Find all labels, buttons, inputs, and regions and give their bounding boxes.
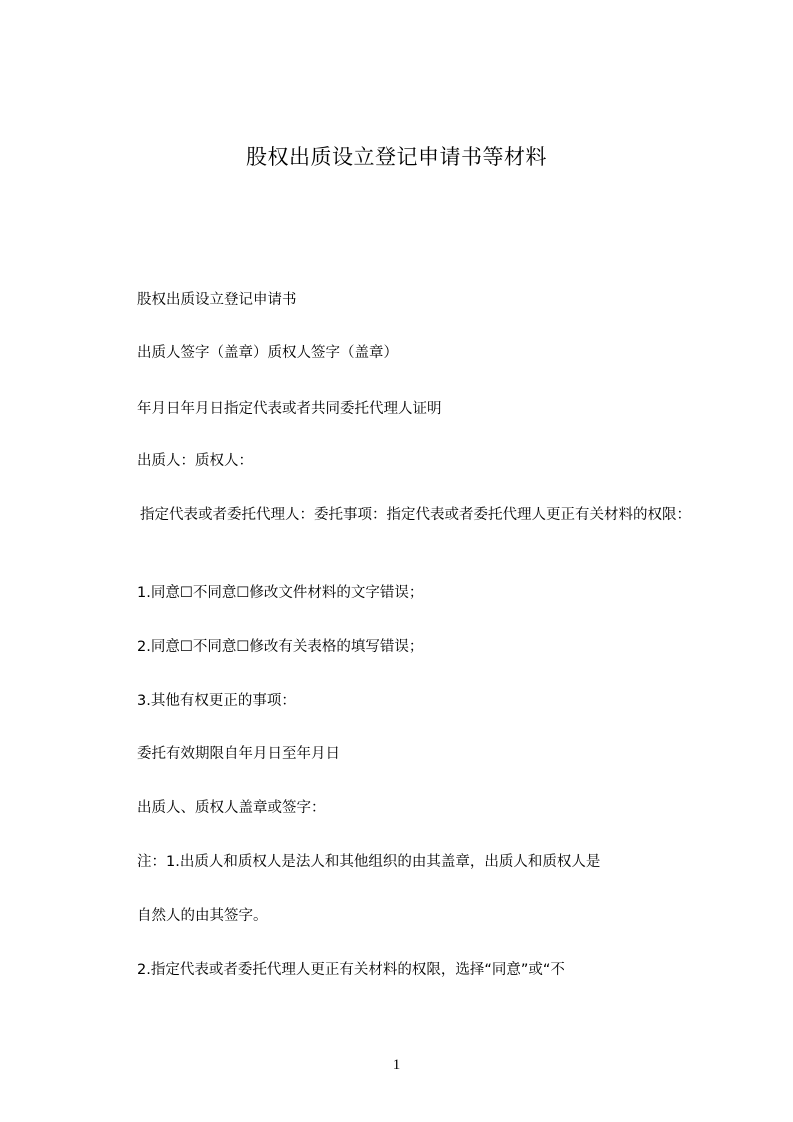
paragraph-seal-or-sign: 出质人、质权人盖章或签字： (137, 800, 326, 816)
paragraph-note-1: 注：1.出质人和质权人是法人和其他组织的由其盖章，出质人和质权人是 (137, 854, 601, 870)
paragraph-validity: 委托有效期限自年月日至年月日 (137, 746, 340, 762)
paragraph-signatures: 出质人签字（盖章）质权人签字（盖章） (137, 345, 398, 361)
paragraph-option-2: 2.同意☐不同意☐修改有关表格的填写错误； (137, 639, 424, 655)
paragraph-date-and-proxy: 年月日年月日指定代表或者共同委托代理人证明 (137, 401, 442, 417)
paragraph-authorization: 指定代表或者委托代理人：委托事项：指定代表或者委托代理人更正有关材料的权限： (140, 507, 691, 523)
page-number: 1 (392, 1057, 401, 1073)
paragraph-option-3: 3.其他有权更正的事项： (137, 693, 296, 709)
paragraph-application-title: 股权出质设立登记申请书 (137, 292, 297, 308)
paragraph-parties: 出质人：质权人： (137, 453, 253, 469)
document-title: 股权出质设立登记申请书等材料 (246, 145, 547, 169)
paragraph-note-2: 2.指定代表或者委托代理人更正有关材料的权限，选择“同意”或“不 (137, 962, 565, 978)
paragraph-option-1: 1.同意☐不同意☐修改文件材料的文字错误； (137, 585, 424, 601)
paragraph-note-1-continued: 自然人的由其签字。 (137, 908, 268, 924)
